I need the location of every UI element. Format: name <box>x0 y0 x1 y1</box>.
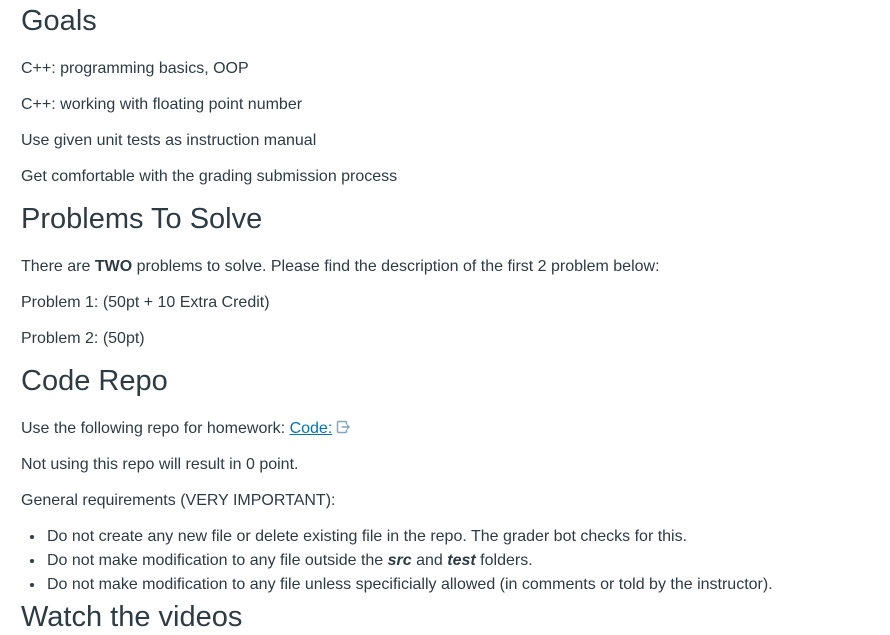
problem-2-line: Problem 2: (50pt) <box>21 330 145 347</box>
rule2-mid: and <box>411 552 448 569</box>
code-repo-heading: Code Repo <box>21 365 168 397</box>
code-repo-link-label: Code: <box>289 420 333 437</box>
rule2-pre: Do not make modification to any file outside the <box>47 552 388 569</box>
requirement-item: • Do not create any new file or delete existing file in the repo. The grader bot checks for this. <box>45 525 870 549</box>
goal-item: Get comfortable with the grading submission process <box>21 168 398 185</box>
goals-heading: Goals <box>21 5 97 37</box>
rule2-post: folders. <box>475 552 533 569</box>
repo-requirements-line: General requirements (VERY IMPORTANT): <box>21 492 336 509</box>
problems-intro <box>21 255 870 279</box>
goal-item: C++: working with floating point number <box>21 96 303 113</box>
problem-1-line: Problem 1: (50pt + 10 Extra Credit) <box>21 294 270 311</box>
goal-item: C++: programming basics, OOP <box>21 60 249 77</box>
problems-intro-emphasis: TWO <box>94 258 133 275</box>
test-folder-name: test <box>447 552 476 569</box>
requirement-item: • Do not make modification to any file unless specificially allowed (in comments or told by the instructor). <box>45 573 870 597</box>
requirement-item <box>45 549 870 573</box>
repo-link-line-text: Use the following repo for homework: <box>21 420 290 437</box>
goal-item: Use given unit tests as instruction manual <box>21 132 317 149</box>
src-folder-name: src <box>387 552 412 569</box>
problems-intro-post: problems to solve. Please find the description of the first 2 problem below: <box>132 258 660 275</box>
next-section-heading-clipped: Watch the videos <box>21 601 243 633</box>
external-link-icon <box>336 420 352 435</box>
repo-zero-point-line: Not using this repo will result in 0 point. <box>21 456 299 473</box>
code-repo-link[interactable] <box>290 420 333 437</box>
problems-heading: Problems To Solve <box>21 203 263 235</box>
requirements-list <box>21 525 870 597</box>
repo-link-line <box>21 417 870 441</box>
problems-intro-pre: There are <box>21 258 95 275</box>
